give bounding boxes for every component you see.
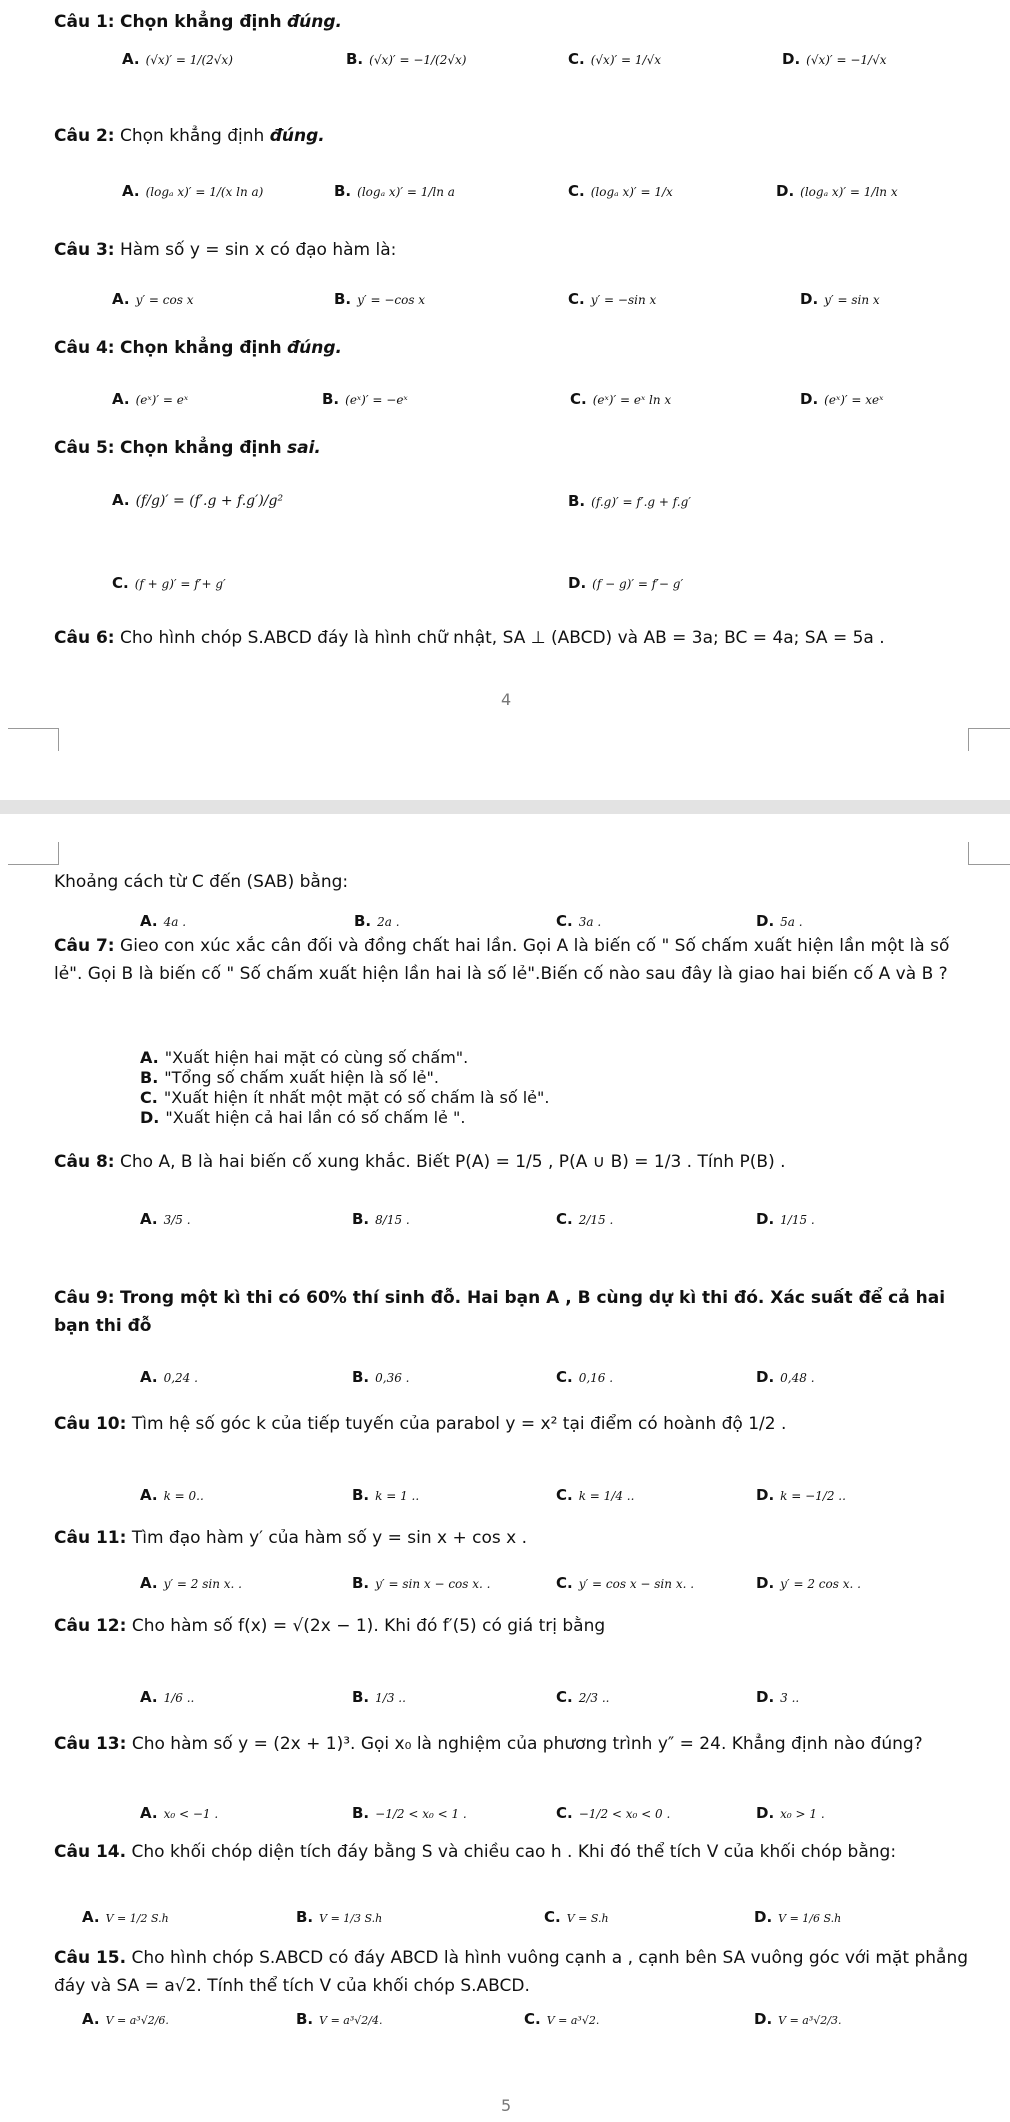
q6-b-text: 2a . — [377, 915, 400, 929]
q8-c-text: 2/15 . — [578, 1213, 614, 1227]
q14-option-b[interactable]: B. V = 1/3 S.h — [296, 1908, 383, 1926]
q11-c-text: y′ = cos x − sin x. . — [578, 1577, 695, 1591]
q13-option-d[interactable]: D. x₀ > 1 . — [756, 1804, 825, 1822]
q8-text: Cho A, B là hai biến cố xung khắc. Biết P(A) = 1/5 , P(A ∪ B) = 1/3 . Tính P(B) . — [120, 1152, 786, 1172]
q11-b-text: y′ = sin x − cos x. . — [375, 1577, 491, 1591]
q8-b-text: 8/15 . — [375, 1213, 410, 1227]
q8-option-c[interactable]: C. 2/15 . — [556, 1210, 614, 1228]
q11-d-text: y′ = 2 cos x. . — [780, 1577, 861, 1591]
q6-text: Cho hình chóp S.ABCD đáy là hình chữ nhật, SA ⊥ (ABCD) và AB = 3a; BC = 4a; SA = 5a . — [120, 628, 885, 648]
q9-option-b[interactable]: B. 0,36 . — [352, 1368, 410, 1386]
q4-c-text: (eˣ)′ = eˣ ln x — [592, 393, 672, 407]
q7-option-a[interactable]: A. "Xuất hiện hai mặt có cùng số chấm". — [140, 1048, 469, 1067]
q6-option-c[interactable]: C. 3a . — [556, 912, 602, 930]
q4-label: Câu 4: — [54, 338, 115, 358]
q10-option-c[interactable]: C. k = 1/4 .. — [556, 1486, 635, 1504]
q13-c-text: −1/2 < x₀ < 0 . — [578, 1807, 671, 1821]
q1-option-d[interactable]: D. (√x)′ = −1/√x — [782, 50, 887, 68]
question-5 — [54, 434, 321, 462]
q4-option-d[interactable]: D. (eˣ)′ = xeˣ — [800, 390, 884, 408]
q8-option-d[interactable]: D. 1/15 . — [756, 1210, 815, 1228]
q2-b-text: (logₐ x)′ = 1/ln a — [357, 185, 455, 199]
q9-option-a[interactable]: A. 0,24 . — [140, 1368, 198, 1386]
q8-option-a[interactable]: A. 3/5 . — [140, 1210, 191, 1228]
q3-option-d[interactable]: D. y′ = sin x — [800, 290, 880, 308]
q14-a-text: V = 1/2 S.h — [105, 1912, 169, 1925]
page-corner-mark — [968, 842, 1010, 865]
q3-c-text: y′ = −sin x — [590, 293, 657, 307]
q9-option-c[interactable]: C. 0,16 . — [556, 1368, 614, 1386]
q6-option-b[interactable]: B. 2a . — [354, 912, 400, 930]
q6-a-text: 4a . — [163, 915, 187, 929]
q1-a-text: (√x)′ = 1/(2√x) — [145, 53, 233, 67]
question-11 — [54, 1524, 527, 1552]
q15-d-text: V = a³√2/3. — [778, 2014, 842, 2027]
q5-option-c[interactable]: C. (f + g)′ = f′+ g′ — [112, 574, 226, 592]
q5-option-d[interactable]: D. (f − g)′ = f′− g′ — [568, 574, 684, 592]
q13-label: Câu 13: — [54, 1734, 127, 1754]
q2-a-text: (logₐ x)′ = 1/(x ln a) — [145, 185, 264, 199]
q1-b-text: (√x)′ = −1/(2√x) — [369, 53, 467, 67]
q3-a-text: y′ = cos x — [135, 293, 194, 307]
q10-option-a[interactable]: A. k = 0.. — [140, 1486, 204, 1504]
q12-label: Câu 12: — [54, 1616, 127, 1636]
q9-a-text: 0,24 . — [163, 1371, 198, 1385]
q4-option-b[interactable]: B. (eˣ)′ = −eˣ — [322, 390, 408, 408]
q2-text: Chọn khẳng định — [120, 126, 265, 146]
q3-option-c[interactable]: C. y′ = −sin x — [568, 290, 657, 308]
q7-option-b[interactable]: B. "Tổng số chấm xuất hiện là số lẻ". — [140, 1068, 439, 1087]
q2-option-a[interactable]: A. (logₐ x)′ = 1/(x ln a) — [122, 182, 264, 200]
q2-c-text: (logₐ x)′ = 1/x — [590, 185, 673, 199]
q13-option-b[interactable]: B. −1/2 < x₀ < 1 . — [352, 1804, 467, 1822]
q11-label: Câu 11: — [54, 1528, 127, 1548]
q14-b-text: V = 1/3 S.h — [319, 1912, 383, 1925]
q12-d-text: 3 .. — [780, 1691, 800, 1705]
q13-b-text: −1/2 < x₀ < 1 . — [375, 1807, 467, 1821]
q1-option-c[interactable]: C. (√x)′ = 1/√x — [568, 50, 661, 68]
q2-label: Câu 2: — [54, 126, 115, 146]
q5-label: Câu 5: — [54, 438, 115, 458]
q12-option-d[interactable]: D. 3 .. — [756, 1688, 800, 1706]
question-9 — [54, 1284, 974, 1340]
q2-option-d[interactable]: D. (logₐ x)′ = 1/ln x — [776, 182, 898, 200]
page-number-5: 5 — [501, 2096, 512, 2115]
q5-b-text: (f.g)′ = f′.g + f.g′ — [591, 495, 692, 509]
q6-c-text: 3a . — [578, 915, 602, 929]
q14-text: Cho khối chóp diện tích đáy bằng S và chiều cao h . Khi đó thể tích V của khối chóp bằng: — [131, 1842, 897, 1862]
q6-cont-text: Khoảng cách từ C đến (SAB) bằng: — [54, 872, 349, 892]
q11-text: Tìm đạo hàm y′ của hàm số y = sin x + cos x . — [131, 1528, 528, 1548]
q12-option-c[interactable]: C. 2/3 .. — [556, 1688, 610, 1706]
q13-d-text: x₀ > 1 . — [780, 1807, 825, 1821]
q13-text: Cho hàm số y = (2x + 1)³. Gọi x₀ là nghiệm của phương trình y″ = 24. Khẳng định nào đúng? — [131, 1734, 923, 1754]
q9-option-d[interactable]: D. 0,48 . — [756, 1368, 815, 1386]
q10-c-text: k = 1/4 .. — [578, 1489, 635, 1503]
q14-option-c[interactable]: C. V = S.h — [544, 1908, 609, 1926]
q9-b-text: 0,36 . — [375, 1371, 410, 1385]
question-4 — [54, 334, 342, 362]
q7-option-d[interactable]: D. "Xuất hiện cả hai lần có số chấm lẻ ". — [140, 1108, 466, 1127]
q14-option-d[interactable]: D. V = 1/6 S.h — [754, 1908, 842, 1926]
q15-a-text: V = a³√2/6. — [105, 2014, 169, 2027]
q12-text: Cho hàm số f(x) = √(2x − 1). Khi đó f′(5) có giá trị bằng — [131, 1616, 606, 1636]
q5-option-b[interactable]: B. (f.g)′ = f′.g + f.g′ — [568, 492, 692, 510]
q13-a-text: x₀ < −1 . — [163, 1807, 219, 1821]
q4-option-c[interactable]: C. (eˣ)′ = eˣ ln x — [570, 390, 672, 408]
q3-option-a[interactable]: A. y′ = cos x — [112, 290, 194, 308]
q9-label: Câu 9: — [54, 1288, 115, 1308]
q14-option-a[interactable]: A. V = 1/2 S.h — [82, 1908, 169, 1926]
q6-option-a[interactable]: A. 4a . — [140, 912, 187, 930]
q8-option-b[interactable]: B. 8/15 . — [352, 1210, 410, 1228]
q7-option-c[interactable]: C. "Xuất hiện ít nhất một mặt có số chấm là số lẻ". — [140, 1088, 550, 1107]
q1-text: Chọn khẳng định — [120, 12, 282, 32]
q8-a-text: 3/5 . — [163, 1213, 191, 1227]
page-corner-mark — [8, 728, 59, 751]
q11-option-a[interactable]: A. y′ = 2 sin x. . — [140, 1574, 242, 1592]
q12-option-b[interactable]: B. 1/3 .. — [352, 1688, 406, 1706]
q2-option-c[interactable]: C. (logₐ x)′ = 1/x — [568, 182, 673, 200]
q11-option-b[interactable]: B. y′ = sin x − cos x. . — [352, 1574, 491, 1592]
q10-option-b[interactable]: B. k = 1 .. — [352, 1486, 420, 1504]
q7-a-text: "Xuất hiện hai mặt có cùng số chấm". — [164, 1048, 469, 1067]
q13-option-c[interactable]: C. −1/2 < x₀ < 0 . — [556, 1804, 671, 1822]
q1-label: Câu 1: — [54, 12, 115, 32]
q1-option-b[interactable]: B. (√x)′ = −1/(2√x) — [346, 50, 467, 68]
q12-option-a[interactable]: A. 1/6 .. — [140, 1688, 195, 1706]
q14-c-text: V = S.h — [566, 1912, 609, 1925]
q4-option-a[interactable]: A. (eˣ)′ = eˣ — [112, 390, 189, 408]
q5-option-a[interactable]: A. (f/g)′ = (f′.g + f.g′)/g² — [112, 491, 284, 509]
question-15 — [54, 1944, 974, 2000]
q8-label: Câu 8: — [54, 1152, 115, 1172]
q7-label: Câu 7: — [54, 936, 115, 956]
q5-d-text: (f − g)′ = f′− g′ — [592, 577, 684, 591]
q4-b-text: (eˣ)′ = −eˣ — [345, 393, 408, 407]
q15-b-text: V = a³√2/4. — [319, 2014, 383, 2027]
q3-text: Hàm số y = sin x có đạo hàm là: — [120, 240, 397, 260]
q3-b-text: y′ = −cos x — [357, 293, 426, 307]
page-corner-mark — [8, 842, 59, 865]
page-4 — [0, 0, 1010, 800]
q15-label: Câu 15. — [54, 1948, 127, 1968]
q15-text: Cho hình chóp S.ABCD có đáy ABCD là hình vuông cạnh a , cạnh bên SA vuông góc với mặt phẳng đáy và SA = a√2. Tính thể tích V của khối chóp S.ABCD. — [54, 1948, 969, 1996]
question-10 — [54, 1410, 786, 1438]
q9-c-text: 0,16 . — [578, 1371, 614, 1385]
q6-d-text: 5a . — [780, 915, 803, 929]
question-14 — [54, 1838, 934, 1866]
question-1 — [54, 8, 342, 36]
q1-d-text: (√x)′ = −1/√x — [806, 53, 887, 67]
page-5 — [0, 814, 1010, 2122]
q12-a-text: 1/6 .. — [163, 1691, 195, 1705]
q3-label: Câu 3: — [54, 240, 115, 260]
q11-a-text: y′ = 2 sin x. . — [163, 1577, 242, 1591]
q3-option-b[interactable]: B. y′ = −cos x — [334, 290, 426, 308]
q6-label: Câu 6: — [54, 628, 115, 648]
q4-text: Chọn khẳng định — [120, 338, 282, 358]
q13-option-a[interactable]: A. x₀ < −1 . — [140, 1804, 219, 1822]
q5-text: Chọn khẳng định — [120, 438, 282, 458]
q11-option-c[interactable]: C. y′ = cos x − sin x. . — [556, 1574, 695, 1592]
q5-emphasis: sai. — [286, 438, 321, 458]
q12-c-text: 2/3 .. — [578, 1691, 610, 1705]
q2-option-b[interactable]: B. (logₐ x)′ = 1/ln a — [334, 182, 455, 200]
question-7 — [54, 932, 974, 988]
q7-d-text: "Xuất hiện cả hai lần có số chấm lẻ ". — [165, 1108, 466, 1127]
question-8 — [54, 1148, 974, 1176]
q15-option-c[interactable]: C. V = a³√2. — [524, 2010, 600, 2028]
question-12 — [54, 1612, 605, 1640]
q1-emphasis: đúng. — [286, 12, 342, 32]
question-6 — [54, 624, 974, 652]
q2-d-text: (logₐ x)′ = 1/ln x — [800, 185, 898, 199]
q1-option-a[interactable]: A. (√x)′ = 1/(2√x) — [122, 50, 233, 68]
q15-option-a[interactable]: A. V = a³√2/6. — [82, 2010, 169, 2028]
page-corner-mark — [968, 728, 1010, 751]
question-13 — [54, 1730, 974, 1758]
q2-emphasis: đúng. — [269, 126, 325, 146]
q10-b-text: k = 1 .. — [375, 1489, 420, 1503]
question-6-continued — [54, 868, 348, 896]
q1-c-text: (√x)′ = 1/√x — [590, 53, 661, 67]
question-2 — [54, 122, 325, 150]
q10-text: Tìm hệ số góc k của tiếp tuyến của parabol y = x² tại điểm có hoành độ 1/2 . — [131, 1414, 787, 1434]
q10-d-text: k = −1/2 .. — [780, 1489, 846, 1503]
q3-d-text: y′ = sin x — [824, 293, 880, 307]
question-3 — [54, 236, 396, 264]
q10-a-text: k = 0.. — [163, 1489, 204, 1503]
q4-d-text: (eˣ)′ = xeˣ — [824, 393, 884, 407]
q7-c-text: "Xuất hiện ít nhất một mặt có số chấm là số lẻ". — [163, 1088, 550, 1107]
q9-d-text: 0,48 . — [780, 1371, 815, 1385]
q8-d-text: 1/15 . — [780, 1213, 815, 1227]
page-separator — [0, 800, 1010, 814]
page-number-4: 4 — [501, 690, 512, 709]
q15-c-text: V = a³√2. — [546, 2014, 600, 2027]
q10-option-d[interactable]: D. k = −1/2 .. — [756, 1486, 846, 1504]
q12-b-text: 1/3 .. — [375, 1691, 406, 1705]
q15-option-d[interactable]: D. V = a³√2/3. — [754, 2010, 842, 2028]
q14-label: Câu 14. — [54, 1842, 127, 1862]
q9-text: Trong một kì thi có 60% thí sinh đỗ. Hai bạn A , B cùng dự kì thi đó. Xác suất để cả hai bạn thi đỗ — [54, 1288, 946, 1336]
q7-text: Gieo con xúc xắc cân đối và đồng chất hai lần. Gọi A là biến cố " Số chấm xuất hiện lần một là số lẻ". Gọi B là biến cố " Số chấm xuất hiện lần hai là số lẻ".Biến cố nào sau đây là giao hai biến cố A và B ? — [54, 936, 950, 984]
q4-a-text: (eˣ)′ = eˣ — [135, 393, 189, 407]
q5-a-text: (f/g)′ = (f′.g + f.g′)/g² — [135, 493, 284, 509]
q4-emphasis: đúng. — [286, 338, 342, 358]
q5-c-text: (f + g)′ = f′+ g′ — [134, 577, 226, 591]
q14-d-text: V = 1/6 S.h — [778, 1912, 842, 1925]
q6-option-d[interactable]: D. 5a . — [756, 912, 803, 930]
q7-b-text: "Tổng số chấm xuất hiện là số lẻ". — [164, 1068, 439, 1087]
q10-label: Câu 10: — [54, 1414, 127, 1434]
q15-option-b[interactable]: B. V = a³√2/4. — [296, 2010, 383, 2028]
q11-option-d[interactable]: D. y′ = 2 cos x. . — [756, 1574, 861, 1592]
